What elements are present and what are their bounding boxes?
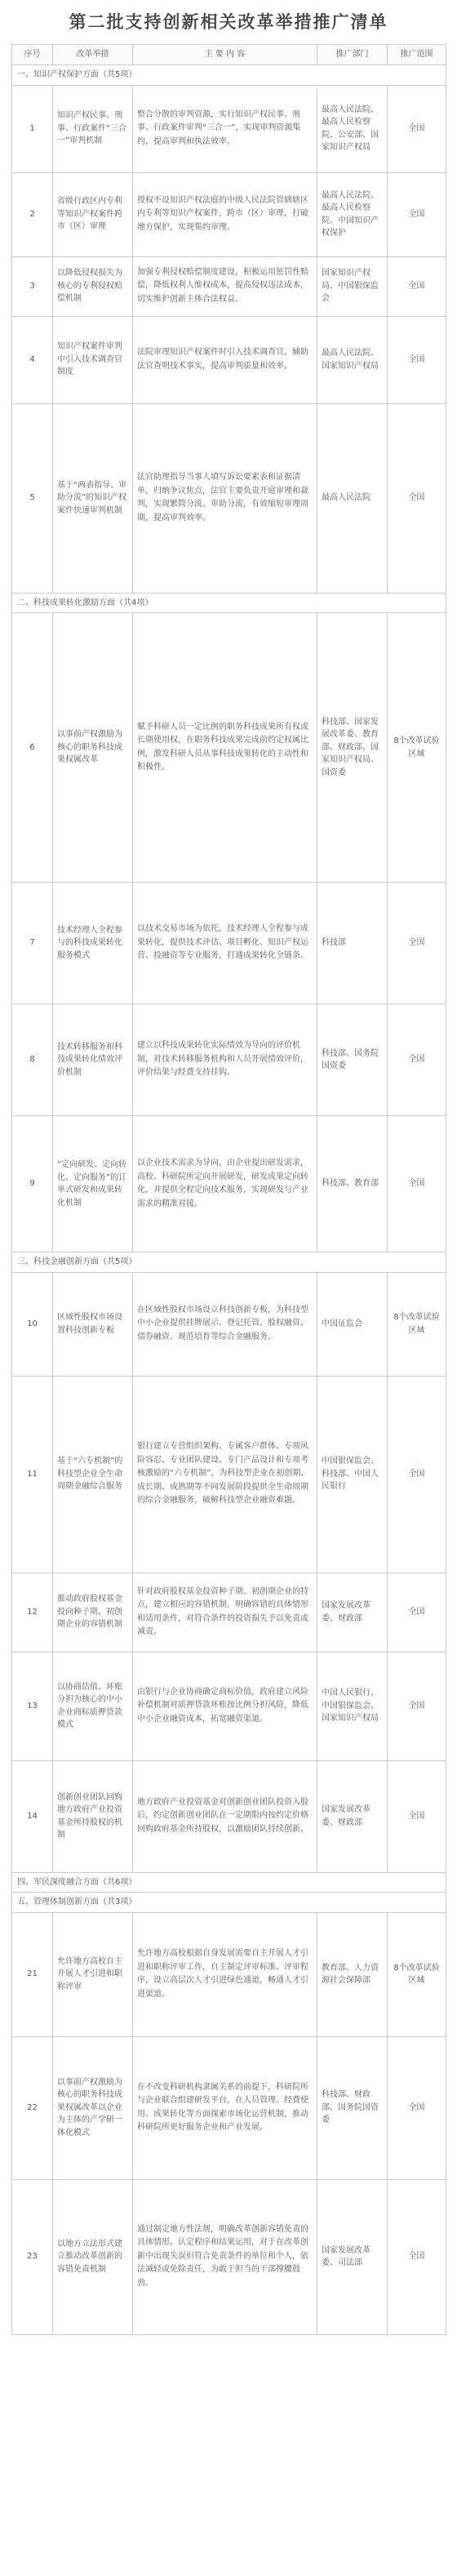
promoting-department: 国家知识产权局、中国银保监会 [317,256,388,316]
promotion-scope: 8个改革试验区域 [388,1272,446,1376]
promoting-department: 中国人民银行、中国银保监会、国家知识产权局 [317,1652,388,1760]
row-number: 10 [12,1272,53,1376]
row-number: 21 [12,1912,53,2036]
table-row [12,1573,446,1652]
row-number: 1 [12,85,53,172]
row-number: 22 [12,2036,53,2179]
measure-name: 以地方立法形式建立推动改革创新的容错免责机制 [53,2179,133,2334]
table-row [12,2179,446,2334]
row-number: 3 [12,256,53,316]
promotion-scope: 全国 [388,1573,446,1652]
row-number: 9 [12,1116,53,1252]
measure-content: 在不改变科研机构隶属关系的前提下，科研院所与企业联合组建研发平台，在人员管理、经费使用、成果转化等方面探索市场化运营机制，推动科研院所更好服务企业和产业发展。 [133,2036,317,2179]
section-heading-row [12,1252,446,1273]
measure-name: 知识产权案件审判中引入技术调查官制度 [53,316,133,403]
measure-content: 在区域性股权市场设立科技创新专板，为科技型中小企业提供挂牌展示、登记托管、股权融资、债券融资、规范培育等综合金融服务。 [133,1272,317,1376]
table-row [12,883,446,1004]
section-heading: 五、管理体制创新方面（共3项） [12,1893,446,1913]
promotion-scope: 全国 [388,1004,446,1116]
measure-content: 授权不设知识产权法庭的中级人民法院管辖辖区内专利等知识产权案件，跨市（区）审理，打破地方保护，实现集约审理。 [133,172,317,256]
measure-content: 地方政府产业投资基金对创新创业团队投资入股后，约定创新创业团队在一定期限内按约定价格回购政府基金所持股权，以激励团队持续创新。 [133,1760,317,1872]
row-number: 12 [12,1573,53,1652]
promotion-scope: 全国 [388,2179,446,2334]
measure-name: 基于“六专机制”的科技型企业全生命周期金融综合服务 [53,1376,133,1573]
table-row [12,256,446,316]
measure-content: 赋予科研人员一定比例的职务科技成果所有权或长期使用权，在职务科技成果完成前约定权属比例，激发科研人员从事科技成果转化的主动性和积极性。 [133,613,317,883]
table-row [12,1760,446,1872]
promoting-department: 国家发展改革委、财政部 [317,1573,388,1652]
promotion-scope: 全国 [388,316,446,403]
measure-name: 技术转移服务和科技成果转化绩效评价机制 [53,1004,133,1116]
table-row [12,85,446,172]
table-row [12,1116,446,1252]
section-heading-row [12,65,446,86]
measure-content: 以技术交易市场为依托，技术经理人全程参与成果转化，提供技术评估、项目孵化、知识产权运营、投融资等专业服务，打通成果转化全链条。 [133,883,317,1004]
table-row [12,1272,446,1376]
measure-name: 以降低侵权损失为核心的专利侵权赔偿机制 [53,256,133,316]
promoting-department: 中国银保监会、科技部、中国人民银行 [317,1376,388,1573]
row-number: 5 [12,403,53,593]
promoting-department: 国家发展改革委、司法部 [317,2179,388,2334]
row-number: 8 [12,1004,53,1116]
promoting-department: 最高人民法院 [317,403,388,593]
row-number: 23 [12,2179,53,2334]
measure-name: “定向研发、定向转化、定向服务”的订单式研发和成果转化机制 [53,1116,133,1252]
section-heading: 二、科技成果转化激励方面（共4项） [12,593,446,613]
promotion-scope: 8个改革试验区域 [388,1912,446,2036]
section-heading: 四、军民深度融合方面（共6项） [12,1872,446,1893]
section-heading-row [12,1872,446,1893]
column-header-content: 主 要 内 容 [133,45,317,65]
section-heading-row [12,1893,446,1913]
promotion-scope: 全国 [388,403,446,593]
promotion-scope: 全国 [388,85,446,172]
table-row [12,1376,446,1573]
promoting-department: 最高人民法院、最高人民检察院、中国知识产权保护 [317,172,388,256]
promotion-scope: 全国 [388,1652,446,1760]
measure-content: 通过制定地方性法规，明确改革创新容错免责的具体情形、认定程序和结果运用，对于在改革创新中出现失误但符合免责条件的单位和个人，依法减轻或免除责任，为敢于担当的干部撑腰鼓劲。 [133,2179,317,2334]
table-row [12,1004,446,1116]
section-heading: 三、科技金融创新方面（共5项） [12,1252,446,1273]
column-header-number: 序号 [12,45,53,65]
promotion-scope: 8个改革试验区域 [388,613,446,883]
promotion-scope: 全国 [388,1376,446,1573]
column-header-measure: 改革举措 [53,45,133,65]
promoting-department: 科技部、教育部 [317,1116,388,1252]
measure-name: 创新创业团队回购地方政府产业投资基金所持股权的机制 [53,1760,133,1872]
measure-name: 以事前产权激励为核心的职务科技成果权属改革 [53,613,133,883]
measure-name: 基于“两表指导、审助分流”的知识产权案件快速审判机制 [53,403,133,593]
row-number: 11 [12,1376,53,1573]
measure-name: 省级行政区内专利等知识产权案件跨市（区）审理 [53,172,133,256]
measure-content: 加强专利侵权赔偿制度建设，积极运用惩罚性赔偿，降低权利人维权成本，提高侵权违法成本，切实维护创新主体合法权益。 [133,256,317,316]
promoting-department: 科技部、国家发展改革委、教育部、财政部、国家知识产权局、国资委 [317,613,388,883]
table-row [12,613,446,883]
measure-content: 法官助理指导当事人填写诉讼要素表和证据清单，归纳争议焦点，法官主要负责开庭审理和裁判，实现繁简分流、审助分流，有效缩短审理周期，提高审判效率。 [133,403,317,593]
document-title: 第二批支持创新相关改革举措推广清单 [69,11,388,32]
table-row [12,172,446,256]
promotion-scope: 全国 [388,172,446,256]
measure-content: 建立以科技成果转化实际绩效为导向的评价机制，对技术转移服务机构和人员开展绩效评价，评价结果与经费支持挂钩。 [133,1004,317,1116]
table-header-row [12,45,446,65]
promoting-department: 科技部、国务院国资委 [317,1004,388,1116]
measure-name: 知识产权民事、刑事、行政案件“三合一”审判机制 [53,85,133,172]
measure-name: 技术经理人全程参与的科技成果转化服务模式 [53,883,133,1004]
promoting-department: 科技部 [317,883,388,1004]
column-header-department: 推广部门 [317,45,388,65]
promotion-scope: 全国 [388,1760,446,1872]
promotion-scope: 全国 [388,256,446,316]
row-number: 14 [12,1760,53,1872]
table-row [12,316,446,403]
measure-name: 允许地方高校自主开展人才引进和职称评审 [53,1912,133,2036]
measure-name: 区域性股权市场设置科技创新专板 [53,1272,133,1376]
promoting-department: 科技部、财政部、国务院国资委 [317,2036,388,2179]
section-heading: 一、知识产权保护方面（共5项） [12,65,446,86]
promoting-department: 中国证监会 [317,1272,388,1376]
measure-content: 法院审理知识产权案件时引入技术调查官，辅助法官查明技术事实，提高审判质量和效率。 [133,316,317,403]
table-row [12,2036,446,2179]
measure-content: 整合分散的审判资源，实行知识产权民事、刑事、行政案件审判“三合一”，实现审判资源集约，提高审判和执法效率。 [133,85,317,172]
row-number: 7 [12,883,53,1004]
promotion-scope: 全国 [388,883,446,1004]
measure-name: 以事前产权激励为核心的职务科技成果权属改革以企业为主体的产学研一体化模式 [53,2036,133,2179]
promoting-department: 最高人民法院、最高人民检察院、公安部、国家知识产权局 [317,85,388,172]
reform-measures-table [11,44,446,2335]
table-row [12,403,446,593]
promoting-department: 国家发展改革委、财政部 [317,1760,388,1872]
measure-content: 允许地方高校根据自身发展需要自主开展人才引进和职称评审工作，自主制定评审标准、评审程序，设立高层次人才引进绿色通道，畅通人才引进渠道。 [133,1912,317,2036]
promoting-department: 教育部、人力资源社会保障部 [317,1912,388,2036]
measure-content: 针对政府股权基金投资种子期、初创期企业的特点，建立相应的容错机制，明确容错的具体情形和适用条件，对符合条件的投资损失予以免责或减责。 [133,1573,317,1652]
promoting-department: 最高人民法院、国家知识产权局 [317,316,388,403]
column-header-scope: 推广范围 [388,45,446,65]
section-heading-row [12,593,446,613]
row-number: 13 [12,1652,53,1760]
table-row [12,1652,446,1760]
row-number: 6 [12,613,53,883]
row-number: 2 [12,172,53,256]
measure-name: 以协商估值、坏账分担为核心的中小企业商标质押贷款模式 [53,1652,133,1760]
measure-content: 银行建立专营组织架构、专属客户群体、专项风险容忍、专业团队建设、专门产品设计和专项考核激励的“六专机制”，为科技型企业在初创期、成长期、成熟期等不同发展阶段提供全生命周期的综合金融服务，破解科技型企业融资难题。 [133,1376,317,1573]
promotion-scope: 全国 [388,2036,446,2179]
measure-content: 以企业技术需求为导向，由企业提出研发需求，高校、科研院所定向开展研发，研发成果定向转化，并提供全程定向技术服务，实现研发与产业需求的精准对接。 [133,1116,317,1252]
measure-name: 推动政府股权基金投向种子期、初创期企业的容错机制 [53,1573,133,1652]
promotion-scope: 全国 [388,1116,446,1252]
table-row [12,1912,446,2036]
measure-content: 由银行与企业协商确定商标价值，政府建立风险补偿机制对质押贷款坏账按比例分担风险，降低中小企业融资成本，拓宽融资渠道。 [133,1652,317,1760]
row-number: 4 [12,316,53,403]
